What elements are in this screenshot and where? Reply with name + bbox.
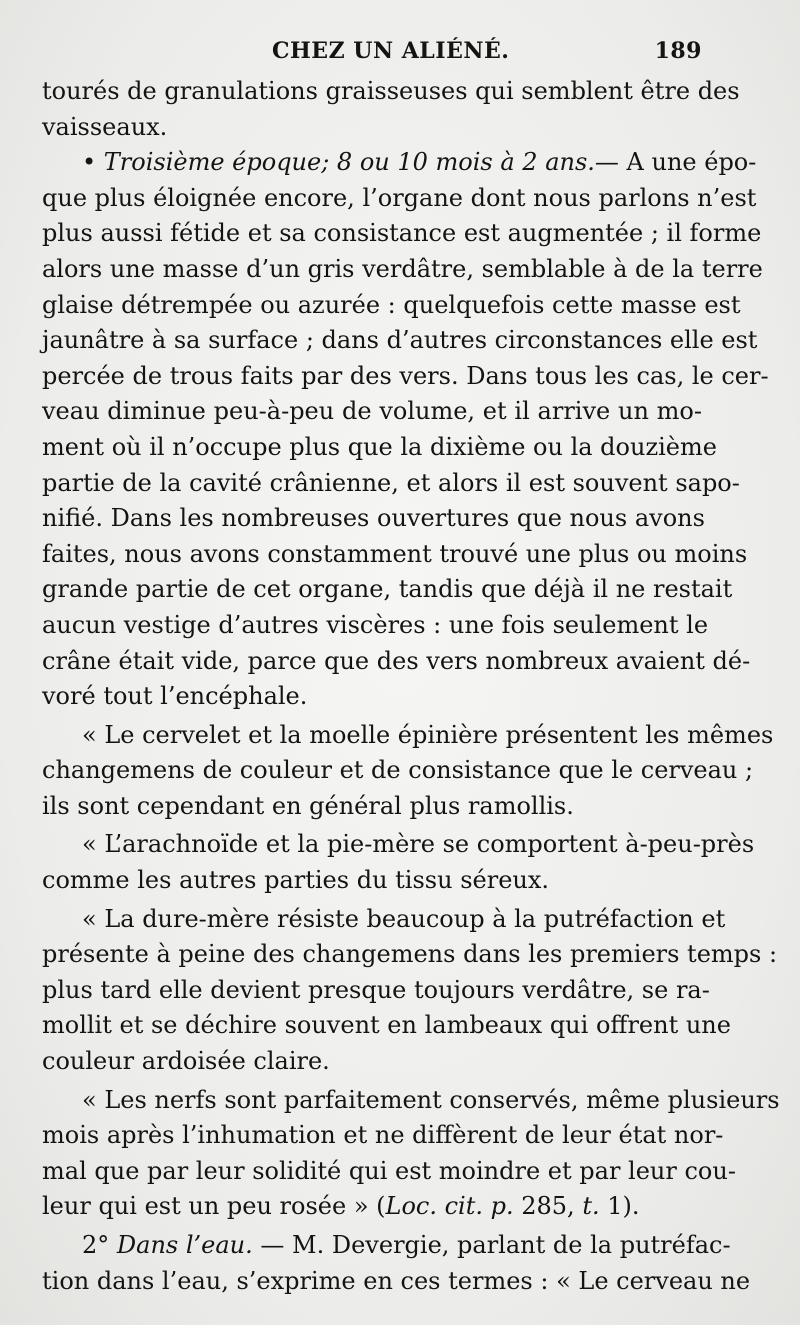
paragraph [42,74,740,145]
text-line [42,145,757,181]
text-line: comme les autres parties du tissu séreux. [42,866,550,895]
text-line [42,1189,702,1225]
text-line: tion dans l’eau, s’exprime en ces termes : « Le cerveau ne [42,1266,751,1295]
text-line: voré tout l’encéphale. [42,682,308,711]
text-line: plus tard elle devient presque toujours verdâtre, se ra- [42,975,710,1004]
text-line: alors une masse d’un gris verdâtre, semblable à de la terre [42,254,763,283]
paragraph [42,1228,751,1299]
text-line: mollit et se déchire souvent en lambeaux qui offrent une [42,1011,731,1040]
text-line: tourés de granulations graisseuses qui semblent être des [42,77,740,105]
page-header [42,34,702,74]
text-line: partie de la cavité crânienne, et alors il est souvent sapo- [42,468,740,497]
section-heading-italic: • Troisième époque; 8 ou 10 mois à 2 ans. [82,148,595,177]
text-line: que plus éloignée encore, l’organe dont nous parlons n’est [42,183,757,212]
text-span: 285, [513,1192,583,1221]
text-line: présente à peine des changemens dans les premiers temps : [42,940,778,969]
text-line: « Les nerfs sont parfaitement conservés, même plusieurs [82,1085,780,1114]
paragraph [42,902,778,1080]
paragraph [42,1083,780,1225]
citation-italic: t. [582,1192,600,1221]
citation-italic: Loc. cit. p. [385,1192,514,1221]
text-line: « L’arachnoïde et la pie-mère se comportent à-peu-près [82,830,755,859]
text-line: nifié. Dans les nombreuses ouvertures que nous avons [42,504,705,533]
text-line: veau diminue peu-à-peu de volume, et il arrive un mo- [42,397,702,426]
text-line: plus aussi fétide et sa consistance est augmentée ; il forme [42,219,762,248]
text-line: aucun vestige d’autres viscères : une fois seulement le [42,610,709,639]
text-line: ment où il n’occupe plus que la dixième ou la douzième [42,432,717,461]
text-span: 1). [599,1192,640,1221]
text-span: leur qui est un peu rosée » ( [42,1192,386,1221]
text-line: grande partie de cet organe, tandis que déjà il ne restait [42,575,733,604]
paragraph [42,145,769,715]
text-line: couleur ardoisée claire. [42,1047,330,1076]
running-title: CHEZ UN ALIÉNÉ. [272,38,510,64]
body-text [42,74,780,1299]
text-line [42,1228,731,1264]
paragraph [42,827,755,898]
text-line: changemens de couleur et de consistance que le cerveau ; [42,756,754,785]
text-line: ils sont cependant en général plus ramollis. [42,791,574,820]
text-line: glaise détrempée ou azurée : quelquefois cette masse est [42,290,741,319]
text-line: crâne était vide, parce que des vers nombreux avaient dé- [42,646,751,675]
text-line: jaunâtre à sa surface ; dans d’autres circonstances elle est [42,326,758,355]
paragraph [42,718,774,825]
text-line: mal que par leur solidité qui est moindre et par leur cou- [42,1156,736,1185]
text-line: mois après l’inhumation et ne diffèrent de leur état nor- [42,1121,724,1150]
text-span: — M. Devergie, parlant de la putréfac- [252,1231,731,1259]
section-number: 2° [82,1231,117,1259]
text-line: vaisseaux. [42,112,168,141]
text-line: faites, nous avons constamment trouvé une plus ou moins [42,539,748,568]
text-line: percée de trous faits par des vers. Dans tous les cas, le cer- [42,361,769,390]
text-span: — A une épo- [594,148,757,177]
page-number: 189 [654,38,702,64]
text-line: « Le cervelet et la moelle épinière présentent les mêmes [82,720,774,749]
text-line: « La dure-mère résiste beaucoup à la putréfaction et [82,904,726,933]
section-heading-italic: Dans l’eau. [116,1231,253,1259]
